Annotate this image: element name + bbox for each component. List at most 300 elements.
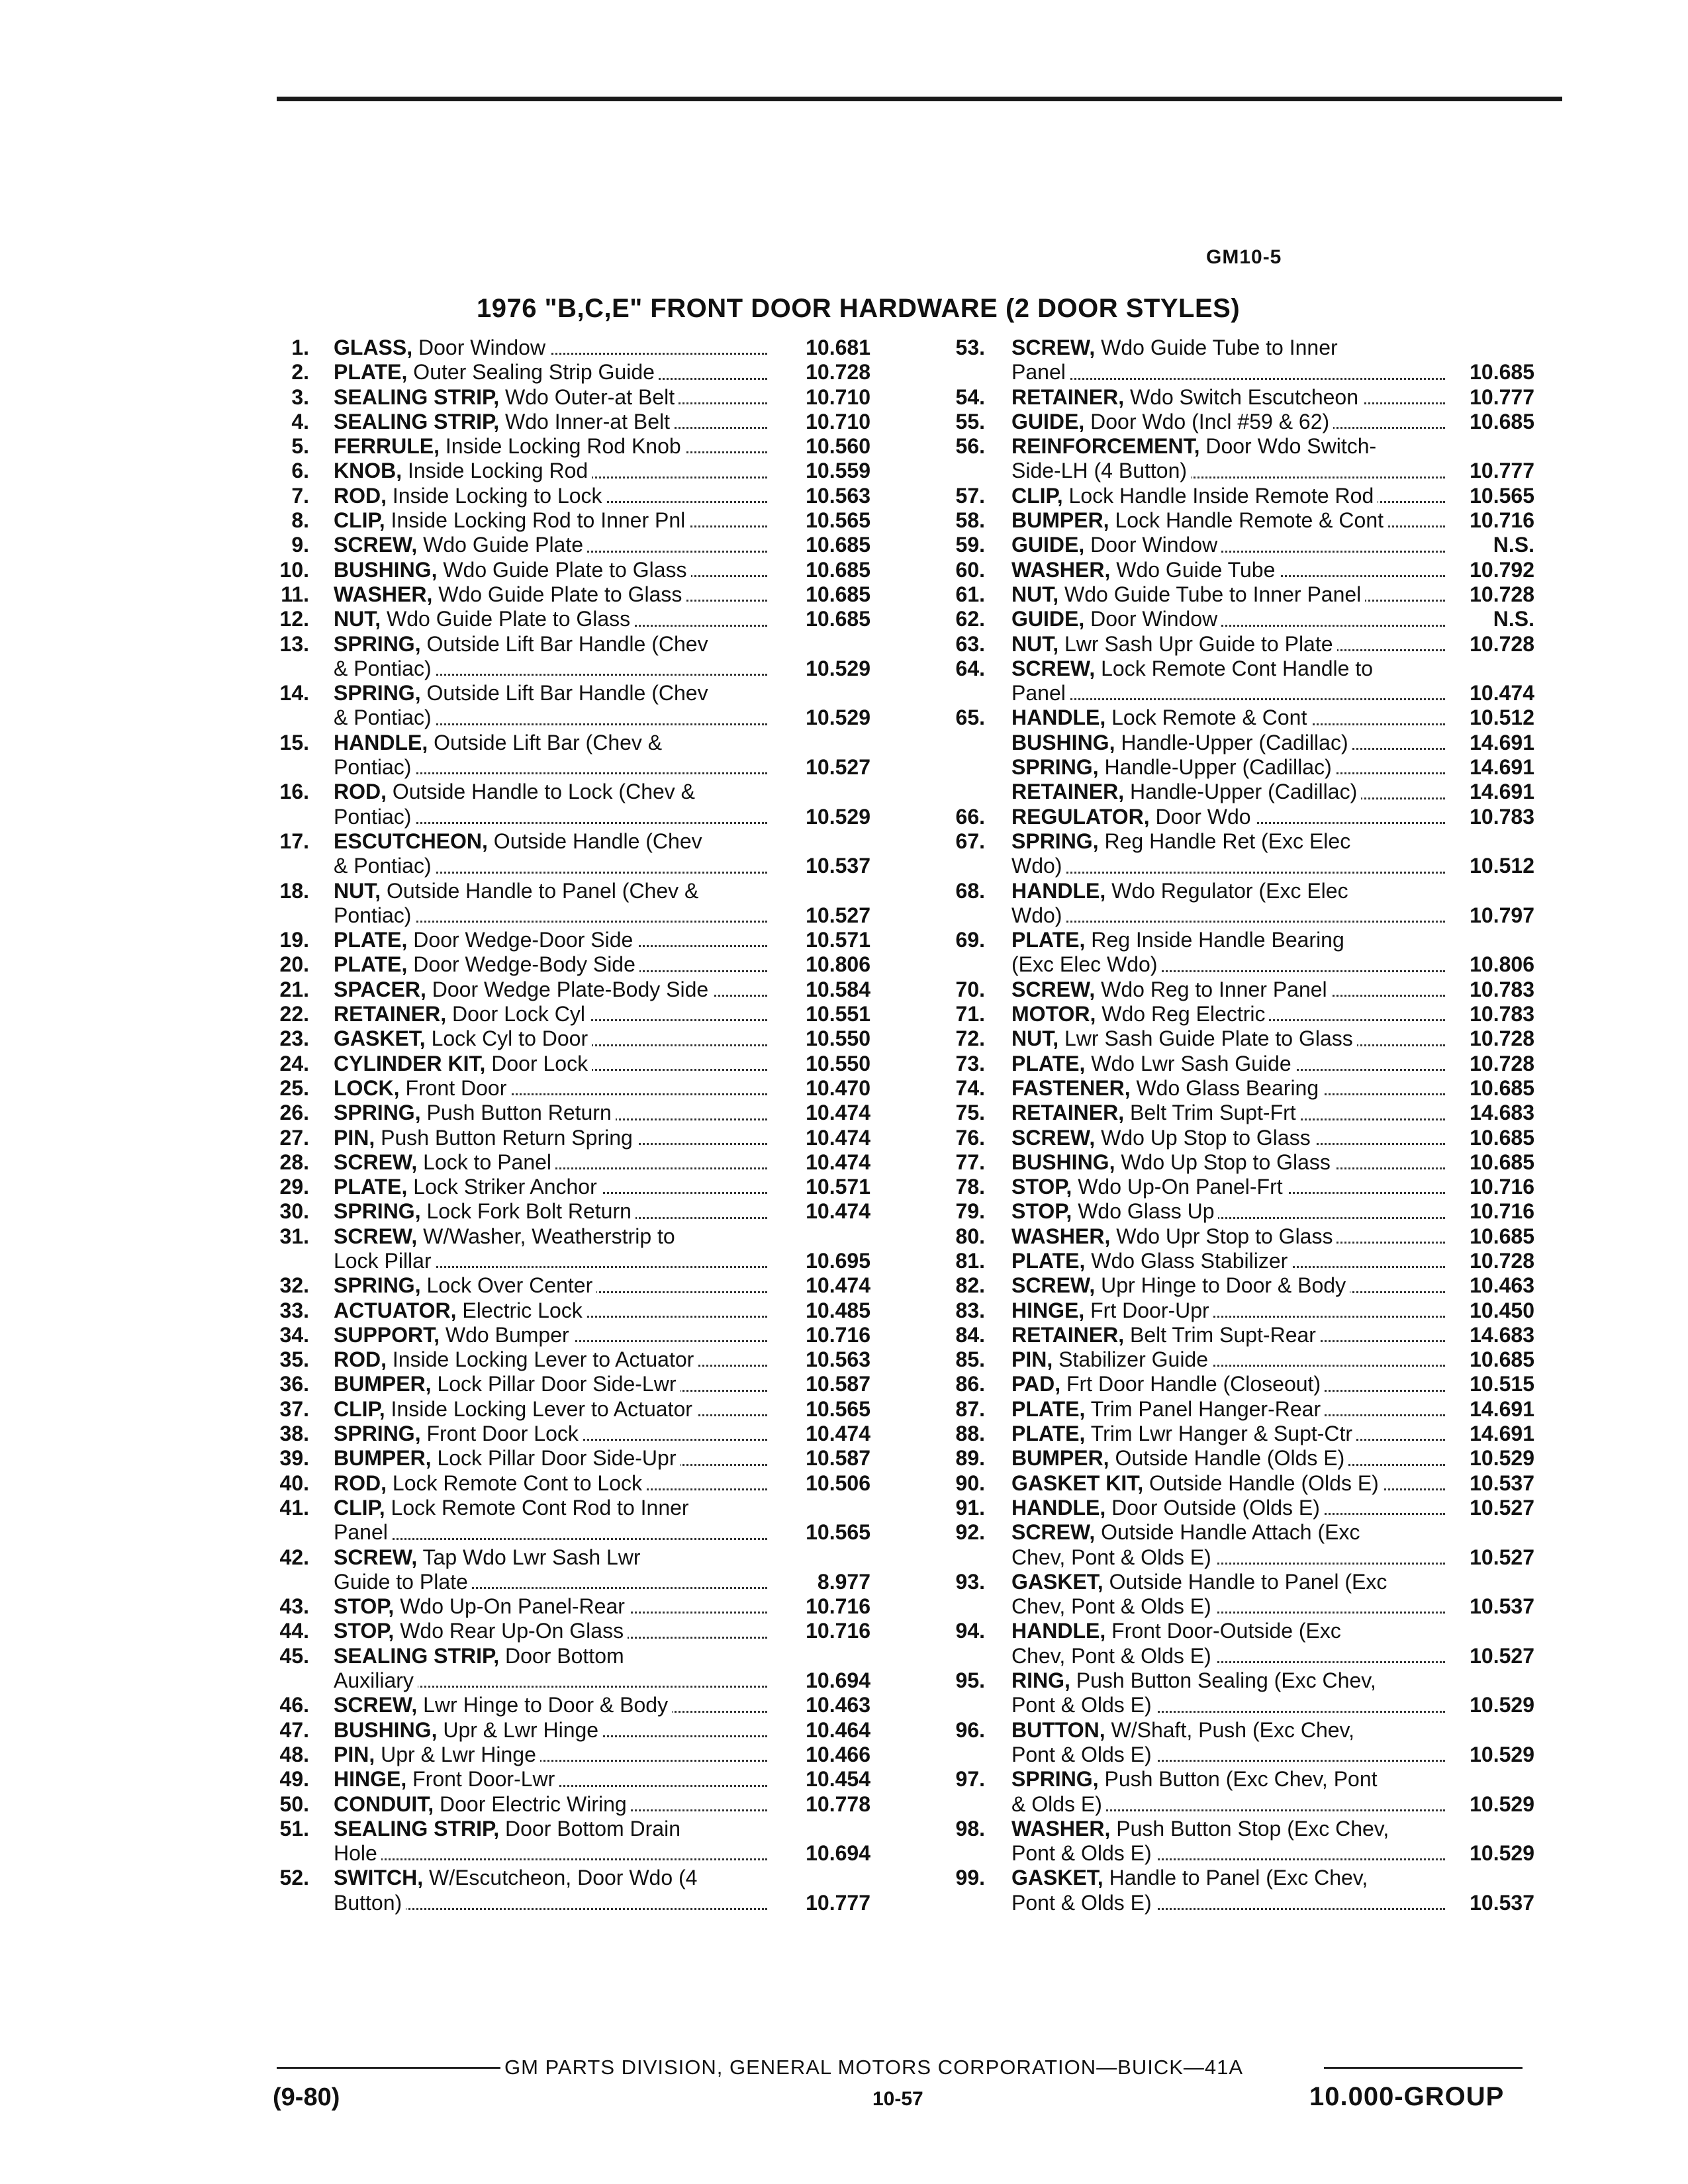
part-number: 82. [955, 1273, 985, 1298]
part-name: CLIP, [334, 1396, 385, 1421]
part-description: Lwr Hinge to Door & Body [417, 1693, 669, 1717]
part-name: PLATE, [1011, 1422, 1086, 1446]
part-number: 6. [291, 459, 309, 483]
part-number: 10. [279, 557, 309, 582]
part-description: Pont & Olds E) [1011, 1890, 1152, 1915]
part-item [268, 1545, 930, 1595]
part-item [945, 1496, 1607, 1520]
group-reference: 10.716 [1470, 1199, 1534, 1224]
part-item [268, 1101, 930, 1125]
group-reference: 10.728 [806, 360, 870, 385]
part-description: W/Shaft, Push (Exc Chev, [1105, 1717, 1355, 1742]
part-item [268, 1026, 930, 1051]
part-item [945, 1372, 1607, 1396]
part-name: SCREW, [1011, 656, 1096, 680]
part-item [268, 484, 930, 508]
part-item [945, 1446, 1607, 1471]
part-number: 83. [955, 1298, 985, 1322]
part-number: 62. [955, 607, 985, 631]
part-name: SCREW, [1011, 336, 1096, 359]
part-description: Panel [334, 1520, 388, 1545]
part-number: 63. [955, 631, 985, 656]
part-description: Wdo Up Stop to Glass [1115, 1150, 1331, 1174]
part-item [268, 582, 930, 607]
group-reference: 10.537 [1470, 1890, 1534, 1915]
part-item [268, 1076, 930, 1101]
group-reference: 10.560 [806, 434, 870, 459]
part-number: 18. [279, 878, 309, 903]
part-number: 96. [955, 1717, 985, 1742]
part-number: 55. [955, 409, 985, 433]
part-item [945, 1076, 1607, 1101]
group-reference: 10.783 [1470, 804, 1534, 829]
part-description: Wdo) [1011, 903, 1062, 927]
part-item [945, 1347, 1607, 1372]
part-description: Outside Handle Attach (Exc [1095, 1520, 1360, 1545]
part-item [268, 952, 930, 977]
part-name: SCREW, [334, 1224, 418, 1248]
part-name: GASKET, [334, 1026, 426, 1051]
part-name: SEALING STRIP, [334, 385, 500, 409]
part-item [945, 410, 1607, 434]
part-name: SUPPORT, [334, 1322, 440, 1347]
group-reference: 10.694 [806, 1668, 870, 1693]
part-name: ROD, [334, 1471, 387, 1495]
part-item [268, 434, 930, 459]
part-name: ROD, [334, 780, 387, 804]
dot-leader [1011, 872, 1445, 874]
part-name: SPRING, [334, 631, 421, 656]
part-item [945, 336, 1607, 385]
part-description: Push Button Sealing (Exc Chev, [1070, 1668, 1376, 1693]
part-name: GUIDE, [1011, 533, 1085, 557]
group-reference: 10.728 [1470, 631, 1534, 656]
part-item [268, 558, 930, 582]
part-name: WASHER, [334, 582, 433, 606]
part-item [945, 829, 1607, 879]
part-description: Wdo Guide Tube to Inner Panel [1058, 582, 1362, 606]
part-number: 16. [279, 780, 309, 804]
part-number: 73. [955, 1051, 985, 1075]
part-name: NUT, [334, 607, 381, 631]
part-description: Lock Over Center [420, 1273, 593, 1298]
part-item [945, 978, 1607, 1002]
part-number: 84. [955, 1322, 985, 1347]
part-name: HANDLE, [334, 730, 428, 754]
part-description: Inside Locking Rod [402, 459, 588, 483]
part-name: WASHER, [1011, 1816, 1111, 1841]
part-description: Outside Lift Bar Handle (Chev [420, 681, 708, 705]
group-reference: 14.683 [1470, 1322, 1534, 1347]
part-item [268, 928, 930, 952]
part-name: NUT, [1011, 582, 1059, 606]
group-reference: 10.550 [806, 1051, 870, 1075]
part-description: Door Window [412, 336, 546, 359]
part-description: Wdo Glass Bearing [1130, 1075, 1319, 1100]
part-description: Reg Handle Ret (Exc Elec [1098, 829, 1351, 853]
group-reference: 10.563 [806, 483, 870, 508]
dot-leader [334, 1858, 767, 1860]
part-name: HANDLE, [1011, 1495, 1106, 1520]
part-name: LOCK, [334, 1075, 400, 1100]
part-name: CLIP, [334, 1495, 385, 1520]
part-name: BUMPER, [334, 1372, 432, 1396]
part-description: Wdo Up-On Panel-Rear [394, 1594, 625, 1619]
part-number: 78. [955, 1175, 985, 1199]
part-description: Frt Door Handle (Closeout) [1060, 1372, 1321, 1396]
part-description: & Olds E) [1011, 1792, 1102, 1816]
part-item [268, 1496, 930, 1545]
part-number: 3. [291, 385, 309, 409]
group-reference: 14.691 [1470, 755, 1534, 780]
part-name: STOP, [1011, 1175, 1072, 1199]
part-number: 31. [279, 1224, 309, 1248]
part-number: 52. [279, 1866, 309, 1890]
group-reference: 10.450 [1470, 1298, 1534, 1322]
group-reference: 10.584 [806, 977, 870, 1001]
part-item [268, 681, 930, 731]
part-description: Lock to Panel [417, 1150, 552, 1174]
part-name: PAD, [1011, 1372, 1061, 1396]
group-reference: N.S. [1493, 533, 1534, 557]
group-reference: 10.587 [806, 1446, 870, 1471]
part-item [945, 879, 1607, 929]
part-item [268, 1372, 930, 1396]
part-number: 44. [279, 1619, 309, 1643]
group-reference: 10.559 [806, 459, 870, 483]
part-number: 57. [955, 483, 985, 508]
part-description: Door Lock [485, 1051, 588, 1075]
part-item [945, 434, 1607, 484]
part-description: Door Bottom Drain [499, 1816, 680, 1841]
part-description: Door Wdo [1149, 804, 1251, 829]
part-description: Door Lock Cyl [446, 1002, 585, 1026]
part-item [945, 632, 1607, 657]
part-item [945, 705, 1607, 730]
part-name: STOP, [334, 1594, 395, 1619]
part-name: PIN, [334, 1125, 375, 1150]
part-name: ESCUTCHEON, [334, 829, 488, 853]
part-name: SEALING STRIP, [334, 1643, 500, 1668]
part-number: 58. [955, 508, 985, 533]
part-name: HANDLE, [1011, 705, 1106, 730]
part-description: Inside Locking Lever to Actuator [385, 1396, 692, 1421]
part-number: 20. [279, 952, 309, 977]
group-reference: 10.783 [1470, 1002, 1534, 1026]
part-name: BUSHING, [1011, 730, 1115, 754]
part-name: SCREW, [1011, 1125, 1096, 1150]
part-name: NUT, [1011, 631, 1059, 656]
part-item [268, 1446, 930, 1471]
part-name: HANDLE, [1011, 1619, 1106, 1643]
group-reference: 10.685 [806, 533, 870, 557]
part-name: SCREW, [1011, 1273, 1096, 1298]
part-item [268, 459, 930, 483]
part-number: 54. [955, 385, 985, 409]
part-item [268, 1594, 930, 1619]
part-item [945, 1273, 1607, 1298]
part-name: SPACER, [334, 977, 426, 1001]
part-name: PLATE, [1011, 1396, 1086, 1421]
part-item [945, 1817, 1607, 1866]
group-reference: 10.710 [806, 409, 870, 433]
part-description: Hole [334, 1841, 377, 1866]
part-description: Upr & Lwr Hinge [437, 1717, 599, 1742]
part-item [945, 731, 1607, 755]
part-description: Handle-Upper (Cadillac) [1098, 755, 1332, 780]
part-description: Push Button (Exc Chev, Pont [1098, 1767, 1378, 1792]
part-item [268, 385, 930, 410]
footer-group: 10.000-GROUP [1309, 2082, 1505, 2111]
part-description: Lock Pillar Door Side-Upr [431, 1446, 677, 1471]
part-number: 13. [279, 631, 309, 656]
part-description: Guide to Plate [334, 1569, 468, 1594]
group-reference: 10.470 [806, 1075, 870, 1100]
dot-leader [1011, 378, 1445, 380]
group-reference: 10.550 [806, 1026, 870, 1051]
part-name: PLATE, [1011, 928, 1086, 952]
part-description: Door Bottom [499, 1643, 624, 1668]
group-reference: 10.527 [1470, 1545, 1534, 1569]
part-item [945, 385, 1607, 410]
part-number: 19. [279, 928, 309, 952]
part-name: PLATE, [1011, 1248, 1086, 1273]
part-number: 81. [955, 1248, 985, 1273]
part-name: STOP, [1011, 1199, 1072, 1224]
part-item [268, 533, 930, 557]
part-description: Outside Handle (Chev [487, 829, 702, 853]
part-number: 43. [279, 1594, 309, 1619]
part-item [945, 1199, 1607, 1224]
part-number: 74. [955, 1075, 985, 1100]
part-number: 88. [955, 1422, 985, 1446]
part-name: WASHER, [1011, 557, 1111, 582]
part-number: 59. [955, 533, 985, 557]
part-item [268, 410, 930, 434]
part-description: Door Wedge-Body Side [407, 952, 635, 977]
part-number: 29. [279, 1175, 309, 1199]
part-description: Chev, Pont & Olds E) [1011, 1594, 1211, 1619]
part-description: Pont & Olds E) [1011, 1841, 1152, 1866]
group-reference: 10.685 [1470, 1075, 1534, 1100]
part-item [945, 805, 1607, 829]
part-description: Reg Inside Handle Bearing [1085, 928, 1344, 952]
part-item [268, 780, 930, 829]
part-item [268, 1693, 930, 1717]
part-item [945, 1175, 1607, 1199]
part-item [268, 632, 930, 682]
group-reference: 10.529 [806, 705, 870, 730]
part-item [945, 508, 1607, 533]
part-name: CLIP, [334, 508, 385, 533]
group-reference: 10.474 [806, 1101, 870, 1125]
part-description: Lwr Sash Upr Guide to Plate [1058, 631, 1333, 656]
part-item [945, 582, 1607, 607]
part-item [945, 1126, 1607, 1150]
part-description: (Exc Elec Wdo) [1011, 952, 1158, 977]
part-number: 79. [955, 1199, 985, 1224]
part-name: SPRING, [1011, 1767, 1099, 1792]
part-item [945, 1570, 1607, 1619]
part-description: Frt Door-Upr [1084, 1298, 1209, 1322]
part-name: RETAINER, [1011, 385, 1125, 409]
part-number: 14. [279, 681, 309, 705]
dot-leader [1011, 698, 1445, 700]
part-description: Door Window [1084, 533, 1218, 557]
group-reference: 10.716 [806, 1619, 870, 1643]
group-reference: 10.529 [806, 804, 870, 829]
part-item [268, 1718, 930, 1743]
group-reference: 10.474 [806, 1199, 870, 1224]
part-item [945, 1422, 1607, 1446]
part-item [945, 1224, 1607, 1249]
part-description: Wdo Glass Up [1072, 1199, 1215, 1224]
group-reference: 10.529 [1470, 1841, 1534, 1866]
group-reference: 10.778 [806, 1792, 870, 1816]
part-description: Button) [334, 1890, 402, 1915]
part-number: 25. [279, 1075, 309, 1100]
part-number: 9. [291, 533, 309, 557]
part-description: Tap Wdo Lwr Sash Lwr [417, 1545, 641, 1569]
part-description: Handle-Upper (Cadillac) [1115, 730, 1348, 754]
part-item [268, 829, 930, 879]
part-name: PLATE, [334, 952, 408, 977]
group-reference: 10.681 [806, 336, 870, 359]
part-number: 34. [279, 1322, 309, 1347]
part-item [945, 1150, 1607, 1175]
part-name: GLASS, [334, 336, 413, 359]
part-number: 17. [279, 829, 309, 853]
part-name: REGULATOR, [1011, 804, 1150, 829]
part-item [945, 1052, 1607, 1076]
part-item [945, 1002, 1607, 1026]
part-description: Front Door-Lwr [406, 1767, 555, 1792]
part-description: Lock Handle Remote & Cont [1109, 508, 1383, 533]
part-item [268, 1199, 930, 1224]
part-description: Panel [1011, 360, 1066, 385]
part-name: SCREW, [334, 1693, 418, 1717]
part-number: 33. [279, 1298, 309, 1322]
part-description: Pontiac) [334, 903, 412, 927]
part-item [268, 1002, 930, 1026]
part-name: FERRULE, [334, 434, 440, 459]
group-reference: 10.474 [1470, 681, 1534, 705]
group-reference: 10.527 [806, 903, 870, 927]
part-name: SEALING STRIP, [334, 409, 500, 433]
group-reference: 10.537 [1470, 1594, 1534, 1619]
part-description: Upr Hinge to Door & Body [1095, 1273, 1346, 1298]
part-description: Front Door Lock [420, 1422, 579, 1446]
part-name: REINFORCEMENT, [1011, 434, 1200, 459]
group-reference: 10.792 [1470, 557, 1534, 582]
part-name: SPRING, [334, 1199, 421, 1224]
part-name: SPRING, [334, 1273, 421, 1298]
part-name: BUMPER, [1011, 1446, 1109, 1471]
dot-leader [334, 1538, 767, 1540]
group-reference: 10.685 [1470, 1347, 1534, 1372]
part-number: 22. [279, 1002, 309, 1026]
part-number: 32. [279, 1273, 309, 1298]
part-name: PIN, [334, 1742, 375, 1766]
part-description: Wdo Outer-at Belt [499, 385, 675, 409]
part-description: Wdo Inner-at Belt [499, 409, 671, 433]
group-reference: 10.694 [806, 1841, 870, 1866]
part-number: 68. [955, 878, 985, 903]
group-reference: 10.474 [806, 1125, 870, 1150]
group-reference: 10.716 [1470, 508, 1534, 533]
group-reference: 10.728 [1470, 582, 1534, 606]
part-item [268, 1175, 930, 1199]
part-name: PIN, [1011, 1347, 1053, 1372]
part-description: Chev, Pont & Olds E) [1011, 1643, 1211, 1668]
part-name: RING, [1011, 1668, 1070, 1693]
part-number: 45. [279, 1643, 309, 1668]
part-name: BUSHING, [334, 1717, 438, 1742]
part-item [945, 1520, 1607, 1570]
part-item [945, 755, 1607, 780]
part-description: Pont & Olds E) [1011, 1742, 1152, 1766]
part-item [268, 1817, 930, 1866]
part-item [945, 558, 1607, 582]
part-number: 67. [955, 829, 985, 853]
part-number: 37. [279, 1396, 309, 1421]
part-number: 95. [955, 1668, 985, 1693]
part-description: Auxiliary [334, 1668, 414, 1693]
part-name: WASHER, [1011, 1224, 1111, 1248]
footer-rule-left [277, 2067, 500, 2069]
part-name: KNOB, [334, 459, 402, 483]
part-number: 50. [279, 1792, 309, 1816]
part-number: 56. [955, 434, 985, 459]
part-number: 28. [279, 1150, 309, 1174]
page-title: 1976 "B,C,E" FRONT DOOR HARDWARE (2 DOOR STYLES) [477, 294, 1241, 323]
group-reference: 10.527 [806, 755, 870, 780]
part-number: 7. [291, 483, 309, 508]
part-name: SPRING, [1011, 755, 1099, 780]
part-name: RETAINER, [1011, 1101, 1125, 1125]
group-reference: 10.777 [1470, 459, 1534, 483]
part-name: CYLINDER KIT, [334, 1051, 486, 1075]
part-number: 85. [955, 1347, 985, 1372]
part-number: 8. [291, 508, 309, 533]
group-reference: 10.565 [806, 1520, 870, 1545]
part-description: Door Electric Wiring [434, 1792, 627, 1816]
part-number: 60. [955, 557, 985, 582]
part-description: Push Button Return Spring [375, 1125, 633, 1150]
part-number: 47. [279, 1717, 309, 1742]
part-description: W/Escutcheon, Door Wdo (4 [423, 1866, 698, 1890]
part-item [268, 1150, 930, 1175]
group-reference: 10.529 [1470, 1446, 1534, 1471]
part-item [268, 731, 930, 780]
part-description: Trim Lwr Hanger & Supt-Ctr [1085, 1422, 1353, 1446]
group-reference: 10.728 [1470, 1026, 1534, 1051]
part-name: SPRING, [334, 681, 421, 705]
part-item [945, 607, 1607, 631]
group-reference: 10.565 [1470, 483, 1534, 508]
part-name: SCREW, [334, 1150, 418, 1174]
part-description: Lock Fork Bolt Return [420, 1199, 632, 1224]
group-reference: 10.529 [1470, 1792, 1534, 1816]
part-description: Door Wdo (Incl #59 & 62) [1084, 409, 1330, 433]
part-name: CONDUIT, [334, 1792, 434, 1816]
part-description: Wdo Guide Plate to Glass [432, 582, 682, 606]
part-name: SEALING STRIP, [334, 1816, 500, 1841]
part-item [268, 1767, 930, 1792]
group-reference: 10.551 [806, 1002, 870, 1026]
part-name: RETAINER, [334, 1002, 447, 1026]
part-description: Lock Pillar Door Side-Lwr [431, 1372, 677, 1396]
